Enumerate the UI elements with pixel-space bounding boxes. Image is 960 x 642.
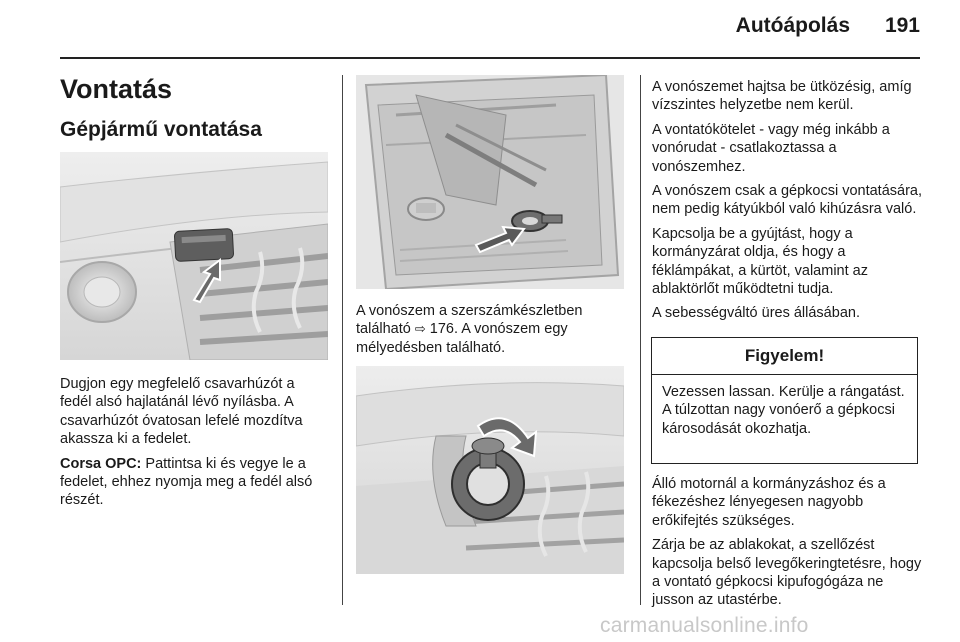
warning-title: Figyelem! xyxy=(652,338,917,375)
tow-eye-usage-paragraph: A vonószem csak a gépkocsi vontatására, nem pedig kátyúkból való kihúzásra való. xyxy=(652,183,923,218)
warning-box xyxy=(651,337,918,464)
col1-text xyxy=(60,375,328,516)
tool-kit-paragraph xyxy=(356,302,626,357)
page-number: 191 xyxy=(884,14,920,37)
engine-off-paragraph: Álló motornál a kormányzáshoz és a fékezéshez lényegesen nagyobb erőkifejtés szükséges. xyxy=(652,476,886,529)
windows-paragraph: Zárja be az ablakokat, a szellőzést kapcsolja belső levegőkeringtetésre, hogy a vontató gépkocsi kipufogógáza ne jusson az utastérbe. xyxy=(652,537,922,609)
opc-instruction: Pattintsa ki és vegye le a fedelet, ehhez nyomja meg a fedél alsó részét. xyxy=(60,455,313,509)
header-rule xyxy=(60,57,920,59)
column-divider-2 xyxy=(640,75,641,605)
neutral-paragraph: A sebességváltó üres állásában. xyxy=(652,305,860,322)
tow-rope-paragraph: A vontatókötelet - vagy még inkább a vonórudat - csatlakoztassa a vonószemhez. xyxy=(652,121,890,175)
opc-paragraph xyxy=(60,455,328,510)
section-title: Vontatás xyxy=(60,74,173,104)
opc-label: Corsa OPC: xyxy=(60,455,142,472)
col3-text-bottom xyxy=(652,475,924,616)
towing-eye-illustration xyxy=(356,366,624,574)
tool-kit-text-b: 176. A vonószem egy mélyedésben található. xyxy=(356,321,568,356)
header-title: Autóápolás xyxy=(735,14,850,37)
arrow-reference-icon: ⇨ xyxy=(414,321,426,337)
tool-kit-text-a: A vonószem a szerszámkészletben található xyxy=(356,303,583,338)
section-subtitle: Gépjármű vontatása xyxy=(60,118,262,141)
ignition-paragraph: Kapcsolja be a gyújtást, hogy a kormányzárat oldja, és hogy a féklámpákat, a kürtöt, valamint az ablaktörlőt működtetni tudja. xyxy=(652,225,868,298)
column-divider-1 xyxy=(342,75,343,605)
watermark: carmanualsonline.info xyxy=(600,614,809,637)
col3-text-top xyxy=(652,78,924,329)
screw-in-paragraph: A vonószemet hajtsa be ütközésig, amíg vízszintes helyzetbe nem kerül. xyxy=(652,79,912,114)
col2-text xyxy=(356,302,626,363)
cover-removal-paragraph: Dugjon egy megfelelő csavarhúzót a fedél alsó hajlatánál lévő nyílásba. A csavarhúzót óvatosan lefelé mozdítva akassza ki a fedelet. xyxy=(60,376,303,448)
cover-removal-illustration xyxy=(60,152,328,360)
tool-kit-illustration xyxy=(356,75,624,289)
warning-body: Vezessen lassan. Kerülje a rángatást. A túlzottan nagy vonóerő a gépkocsi károsodását okozhatja. xyxy=(662,384,905,437)
